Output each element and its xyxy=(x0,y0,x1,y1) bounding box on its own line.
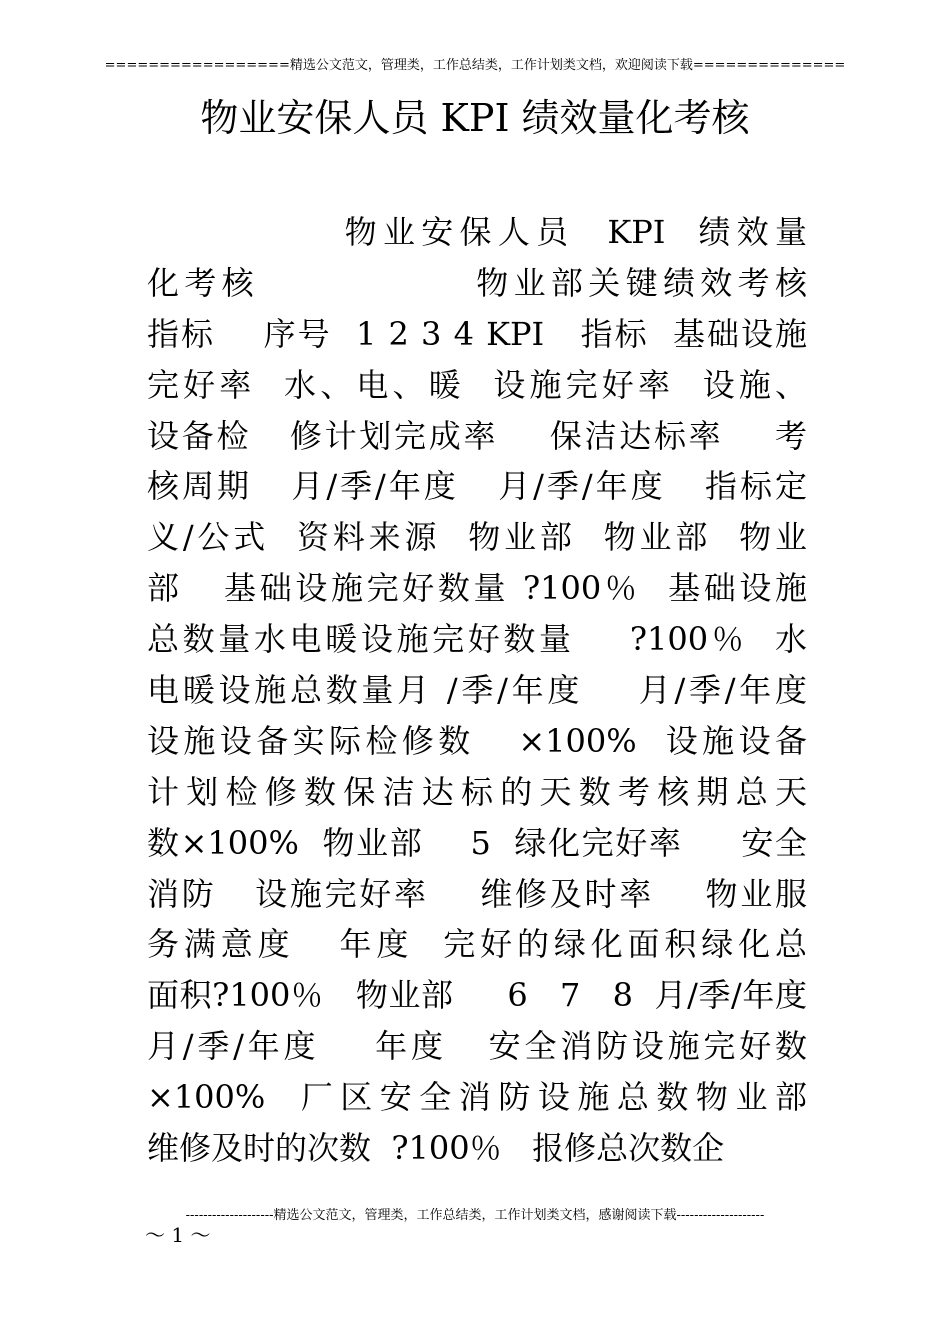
footer-banner: --------------------精选公文范文，管理类，工作总结类，工作计划类文档，感谢阅读下载-------------------- xyxy=(185,1208,765,1223)
body-line: 消防 设施完好率 维修及时率 物业服 xyxy=(147,874,807,913)
body-line: 面积?100％ 物业部 6 7 8 月/季/年度 xyxy=(147,976,807,1015)
body-line: 部 基础设施完好数量 ?100％ 基础设施 xyxy=(147,569,807,608)
body-line: 完好率 水、电、暖 设施完好率 设施、 xyxy=(147,365,807,404)
body-line: 计划检修数保洁达标的天数考核期总天 xyxy=(147,772,807,811)
body-line: 化考核 物业部关键绩效考核 xyxy=(147,263,807,302)
body-line: 月/季/年度 年度 安全消防设施完好数 xyxy=(147,1027,807,1066)
body-line: 核周期 月/季/年度 月/季/年度 指标定 xyxy=(147,467,807,506)
body-line: 维修及时的次数 ?100％ 报修总次数企 xyxy=(147,1129,725,1168)
body-line: 义/公式 资料来源 物业部 物业部 物业 xyxy=(147,518,807,557)
body-line: 设备检 修计划完成率 保洁达标率 考 xyxy=(147,416,807,455)
body-line: 设施设备实际检修数 ×100% 设施设备 xyxy=(147,721,807,760)
page-number: ～ 1 ～ xyxy=(145,1223,211,1247)
body-line: 务满意度 年度 完好的绿化面积绿化总 xyxy=(147,925,807,964)
body-line: 数×100% 物业部 5 绿化完好率 安全 xyxy=(147,823,807,862)
document-title: 物业安保人员 KPI 绩效量化考核 xyxy=(200,96,750,140)
header-banner: =================精选公文范文，管理类，工作总结类，工作计划类文档，欢迎阅读下载============== xyxy=(104,58,846,73)
document-body xyxy=(147,207,807,1174)
body-line: ×100% 厂区安全消防设施总数物业部 xyxy=(147,1078,807,1117)
body-line: 指标 序号 1 2 3 4 KPI 指标 基础设施 xyxy=(147,314,807,353)
body-line: 电暖设施总数量月 /季/年度 月/季/年度 xyxy=(147,671,807,710)
body-line: 总数量水电暖设施完好数量 ?100％ 水 xyxy=(147,620,807,659)
body-line: 物业安保人员 KPI 绩效量 xyxy=(147,213,807,251)
